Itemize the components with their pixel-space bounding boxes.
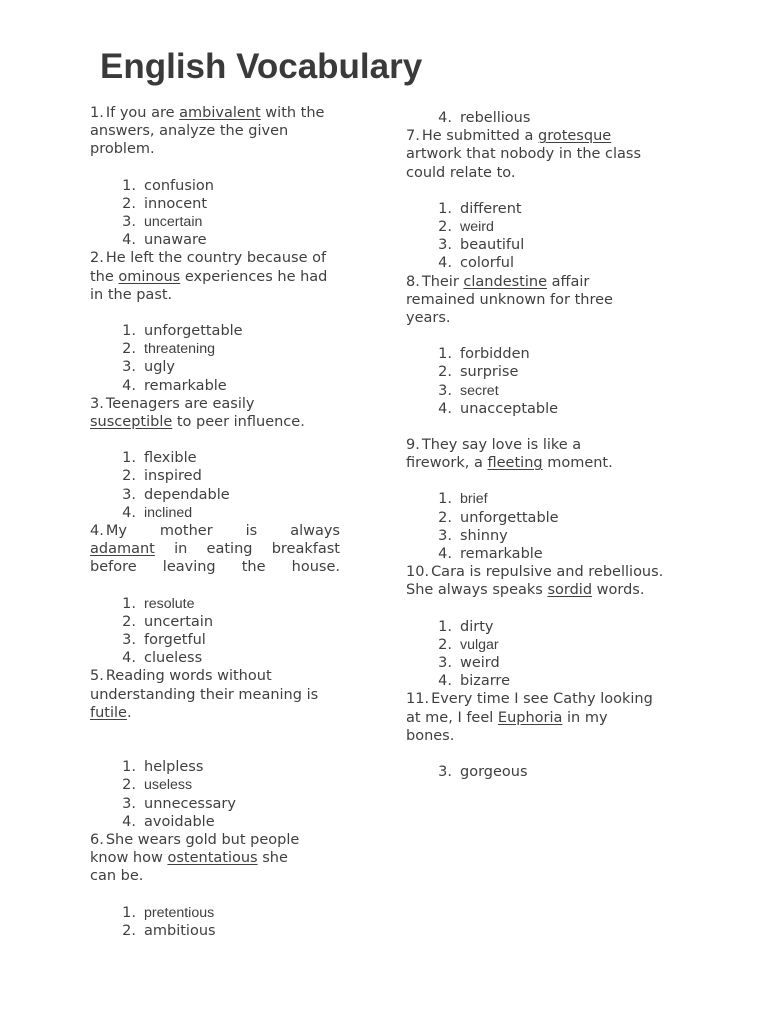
question-text: in my bones. [406, 709, 608, 744]
options-list [90, 595, 340, 668]
vocabulary-word: fleeting [487, 455, 543, 472]
question-number: 5. [90, 668, 104, 685]
question-text: . [126, 704, 132, 721]
option-number: 1. [438, 346, 452, 363]
option-text: unacceptable [460, 400, 559, 417]
options-list [90, 177, 340, 250]
option-number: 3. [122, 214, 136, 231]
option-number: 1. [122, 904, 136, 921]
question-4 [90, 522, 340, 577]
option-text: dirty [460, 618, 494, 635]
option-number: 3. [122, 795, 136, 812]
option-item [90, 467, 340, 485]
option-number: 2. [438, 509, 452, 526]
vocabulary-word: futile [90, 704, 127, 721]
question-number: 8. [406, 273, 420, 290]
option-number: 1. [122, 759, 136, 776]
option-item [406, 527, 678, 545]
option-number: 4. [122, 504, 136, 521]
question-number: 9. [406, 437, 420, 454]
option-text: rebellious [460, 110, 531, 126]
vocabulary-word: adamant [90, 541, 155, 558]
option-item [90, 776, 340, 794]
option-number: 3. [438, 764, 452, 781]
question-text: affair remained unknown for three years. [406, 273, 613, 327]
option-text: flexible [144, 450, 197, 467]
option-number: 2. [122, 341, 136, 358]
option-item [90, 322, 340, 340]
question-10 [406, 563, 678, 599]
option-text: uncertain [144, 214, 203, 231]
option-item [90, 377, 340, 395]
option-number: 2. [122, 195, 136, 212]
option-text: useless [144, 777, 193, 794]
option-text: avoidable [144, 813, 215, 830]
option-number: 4. [122, 377, 136, 394]
vocabulary-word: ominous [118, 268, 181, 285]
option-text: brief [460, 491, 488, 508]
option-text: inclined [144, 504, 193, 521]
question-text: He submitted a [421, 128, 538, 145]
option-number: 2. [122, 777, 136, 794]
option-number: 4. [438, 110, 452, 126]
option-item [406, 490, 678, 508]
options-list [406, 345, 678, 418]
option-item [406, 400, 678, 418]
question-number: 7. [406, 128, 420, 145]
option-text: dependable [144, 486, 230, 503]
option-item [406, 672, 678, 690]
option-item [90, 504, 340, 522]
vocabulary-word: Euphoria [497, 709, 563, 726]
option-item [90, 758, 340, 776]
option-number: 1. [438, 491, 452, 508]
vocabulary-word: clandestine [463, 273, 548, 290]
option-item [90, 613, 340, 631]
option-number: 4. [438, 673, 452, 690]
option-text: helpless [144, 759, 204, 776]
option-text: confusion [144, 177, 214, 194]
question-line [90, 540, 340, 576]
option-item [406, 345, 678, 363]
option-text: forbidden [460, 346, 530, 363]
option-number: 2. [438, 364, 452, 381]
question-number: 10. [406, 564, 430, 581]
option-item [90, 595, 340, 613]
option-item [406, 545, 678, 563]
option-text: clueless [144, 650, 203, 667]
option-number: 1. [122, 323, 136, 340]
question-11 [406, 690, 656, 745]
options-list [406, 490, 678, 563]
question-number: 3. [90, 395, 104, 412]
question-text: Their [421, 273, 464, 290]
option-item [90, 358, 340, 376]
option-text: forgetful [144, 632, 206, 649]
option-item [90, 231, 340, 249]
option-number: 4. [122, 813, 136, 830]
option-item [406, 636, 678, 654]
option-number: 4. [438, 546, 452, 563]
question-text: words. [592, 582, 645, 599]
question-text: she can be. [90, 850, 288, 885]
question-number: 4. [90, 523, 104, 540]
option-item [90, 177, 340, 195]
option-text: beautiful [460, 237, 525, 254]
option-number: 3. [438, 382, 452, 399]
options-list [90, 758, 340, 831]
option-number: 4. [438, 255, 452, 272]
question-number: 6. [90, 831, 104, 848]
options-list [406, 200, 678, 273]
option-item [90, 486, 340, 504]
vocabulary-word: sordid [547, 582, 593, 599]
option-item [406, 763, 678, 781]
right-column [406, 109, 678, 781]
question-9 [406, 436, 638, 472]
option-number: 2. [438, 636, 452, 653]
option-number: 3. [438, 527, 452, 544]
option-number: 1. [122, 595, 136, 612]
question-text: They say love is like a firework, a [406, 437, 582, 472]
option-text: ambitious [144, 922, 216, 939]
left-column [90, 104, 340, 940]
option-item [90, 340, 340, 358]
option-text: unforgettable [144, 323, 243, 340]
option-item [406, 200, 678, 218]
question-text: moment. [542, 455, 613, 472]
option-text: different [460, 200, 522, 217]
option-text: pretentious [144, 904, 215, 921]
option-text: bizarre [460, 673, 510, 690]
question-3 [90, 395, 340, 431]
option-text: colorful [460, 255, 515, 272]
question-text: Every time I see Cathy looking at me, I feel [406, 691, 653, 726]
option-text: uncertain [144, 613, 214, 630]
option-text: resolute [144, 595, 195, 612]
option-number: 2. [122, 613, 136, 630]
option-number: 1. [122, 450, 136, 467]
question-2 [90, 249, 340, 304]
option-text: vulgar [460, 636, 499, 653]
option-text: gorgeous [460, 764, 528, 781]
vocabulary-word: ambivalent [179, 105, 261, 121]
question-text: She wears gold but people know how [90, 831, 300, 867]
question-text: He left the country because of the [90, 250, 327, 285]
question-text: Teenagers are easily [105, 395, 255, 412]
option-number: 2. [438, 219, 452, 236]
question-8 [406, 273, 638, 328]
question-text: Cara is repulsive and rebellious. She always speaks [406, 564, 664, 599]
options-list [406, 763, 678, 781]
option-item [406, 618, 678, 636]
option-item [406, 218, 678, 236]
option-number: 2. [122, 922, 136, 939]
question-number: 11. [406, 691, 430, 708]
vocabulary-word: susceptible [90, 414, 173, 431]
question-text: experiences he had in the past. [90, 268, 328, 303]
question-text: artwork that nobody in the class could relate to. [406, 146, 642, 181]
vocabulary-word: grotesque [537, 128, 612, 145]
question-7 [406, 127, 656, 182]
question-line [90, 522, 340, 540]
option-text: unforgettable [460, 509, 559, 526]
option-text: weird [460, 219, 494, 236]
option-item [406, 509, 678, 527]
option-number: 1. [438, 200, 452, 217]
question-text: with the answers, analyze the given problem. [90, 105, 325, 158]
option-item [90, 449, 340, 467]
options-list [90, 322, 340, 395]
question-1 [90, 104, 340, 159]
option-item [406, 254, 678, 272]
option-text: unnecessary [144, 795, 236, 812]
question-text: My mother is always [105, 523, 340, 540]
page-title: English Vocabulary [100, 47, 423, 86]
option-item [90, 813, 340, 831]
option-item [90, 631, 340, 649]
question-text: to peer influence. [172, 414, 305, 431]
option-number: 3. [122, 359, 136, 376]
question-number: 1. [90, 105, 104, 121]
option-text: unaware [144, 232, 207, 249]
option-text: innocent [144, 195, 208, 212]
option-item [90, 795, 340, 813]
question-number: 2. [90, 250, 104, 267]
option-item [90, 649, 340, 667]
option-text: surprise [460, 364, 519, 381]
option-number: 3. [122, 486, 136, 503]
option-text: secret [460, 382, 499, 399]
question-5 [90, 667, 340, 722]
option-text: ugly [144, 359, 176, 376]
question-text: Reading words without understanding their meaning is [90, 668, 319, 703]
options-list [90, 449, 340, 522]
option-number: 3. [438, 655, 452, 672]
options-list [406, 618, 678, 691]
option-item [90, 904, 340, 922]
option-text: weird [460, 655, 500, 672]
option-number: 4. [122, 232, 136, 249]
option-number: 3. [438, 237, 452, 254]
option-item [406, 363, 678, 381]
options-list [90, 904, 340, 940]
vocabulary-word: ostentatious [167, 850, 258, 867]
option-number: 1. [122, 177, 136, 194]
option-item [406, 382, 678, 400]
option-number: 3. [122, 632, 136, 649]
option-text: threatening [144, 341, 215, 358]
option-item [406, 654, 678, 672]
option-item [90, 922, 340, 940]
option-text: shinny [460, 527, 508, 544]
option-number: 1. [438, 618, 452, 635]
option-number: 4. [438, 400, 452, 417]
question-6 [90, 831, 315, 886]
question-text: If you are [105, 105, 180, 121]
option-text: remarkable [144, 377, 227, 394]
option-number: 4. [122, 650, 136, 667]
option-number: 2. [122, 468, 136, 485]
option-item [406, 109, 678, 127]
option-item [406, 236, 678, 254]
options-list [406, 109, 678, 127]
option-item [90, 195, 340, 213]
question-text: in eating breakfast before leaving the house. [90, 541, 340, 576]
option-text: remarkable [460, 546, 543, 563]
option-item [90, 213, 340, 231]
option-text: inspired [144, 468, 202, 485]
